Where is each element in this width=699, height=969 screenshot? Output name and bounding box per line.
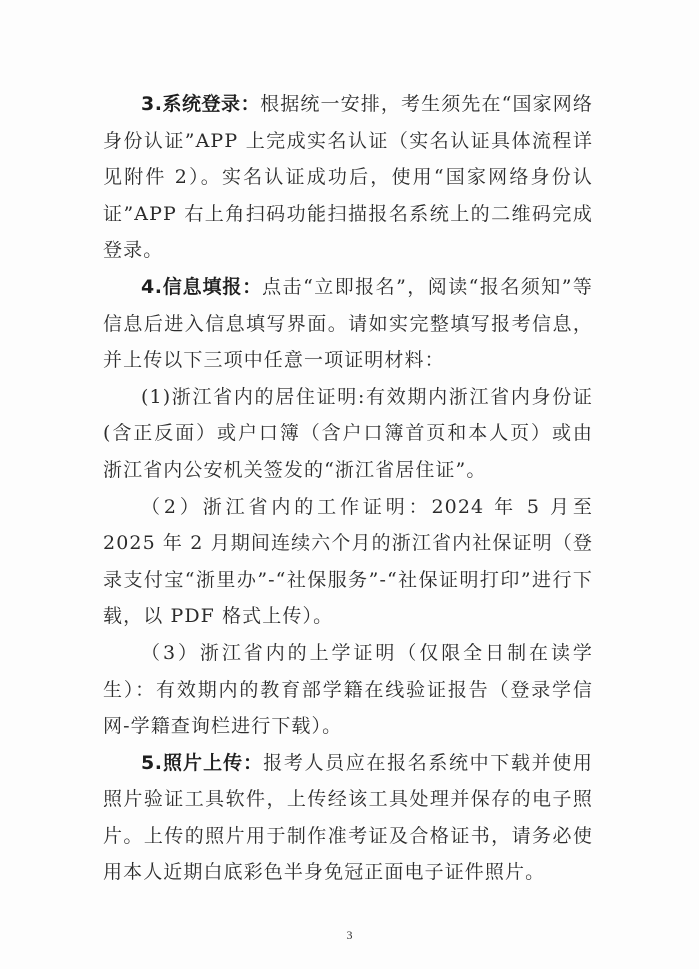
document-body: [103, 86, 593, 891]
list-item-residence-proof: (1)浙江省内的居住证明:有效期内浙江省内身份证(含正反面）或户口簿（含户口簿首页和本人页）或由浙江省内公安机关签发的“浙江省居住证”。: [103, 385, 593, 481]
section-body: 根据统一安排，考生须先在“国家网络身份认证”APP 上完成实名认证（实名认证具体流程详见附件 2）。实名认证成功后，使用“国家网络身份认证”APP 右上角扫码功能扫描报名系统上的二维码完成登录。: [103, 93, 593, 262]
list-item-school-proof: （3）浙江省内的上学证明（仅限全日制在读学生）：有效期内的教育部学籍在线验证报告（登录学信网-学籍查询栏进行下载）。: [103, 641, 593, 738]
section-info-fill: [103, 269, 593, 379]
section-heading: 5.照片上传：: [141, 751, 264, 774]
page-number: 3: [346, 928, 353, 942]
list-item-work-proof: （2）浙江省内的工作证明：2024 年 5 月至 2025 年 2 月期间连续六个月的浙江省内社保证明（登录支付宝“浙里办”-“社保服务”-“社保证明打印”进行下载，以 PDF 格式上传）。: [103, 495, 593, 628]
section-photo-upload: [103, 745, 593, 891]
section-body: 点击“立即报名”，阅读“报名须知”等信息后进入信息填写界面。请如实完整填写报考信息，并上传以下三项中任意一项证明材料：: [103, 275, 593, 372]
section-heading: 4.信息填报：: [141, 275, 263, 298]
section-heading: 3.系统登录：: [141, 93, 261, 115]
section-body: 报考人员应在报名系统中下载并使用照片验证工具软件，上传经该工具处理并保存的电子照片。上传的照片用于制作准考证及合格证书，请务必使用本人近期白底彩色半身免冠正面电子证件照片。: [103, 751, 593, 884]
section-system-login: [103, 86, 593, 269]
